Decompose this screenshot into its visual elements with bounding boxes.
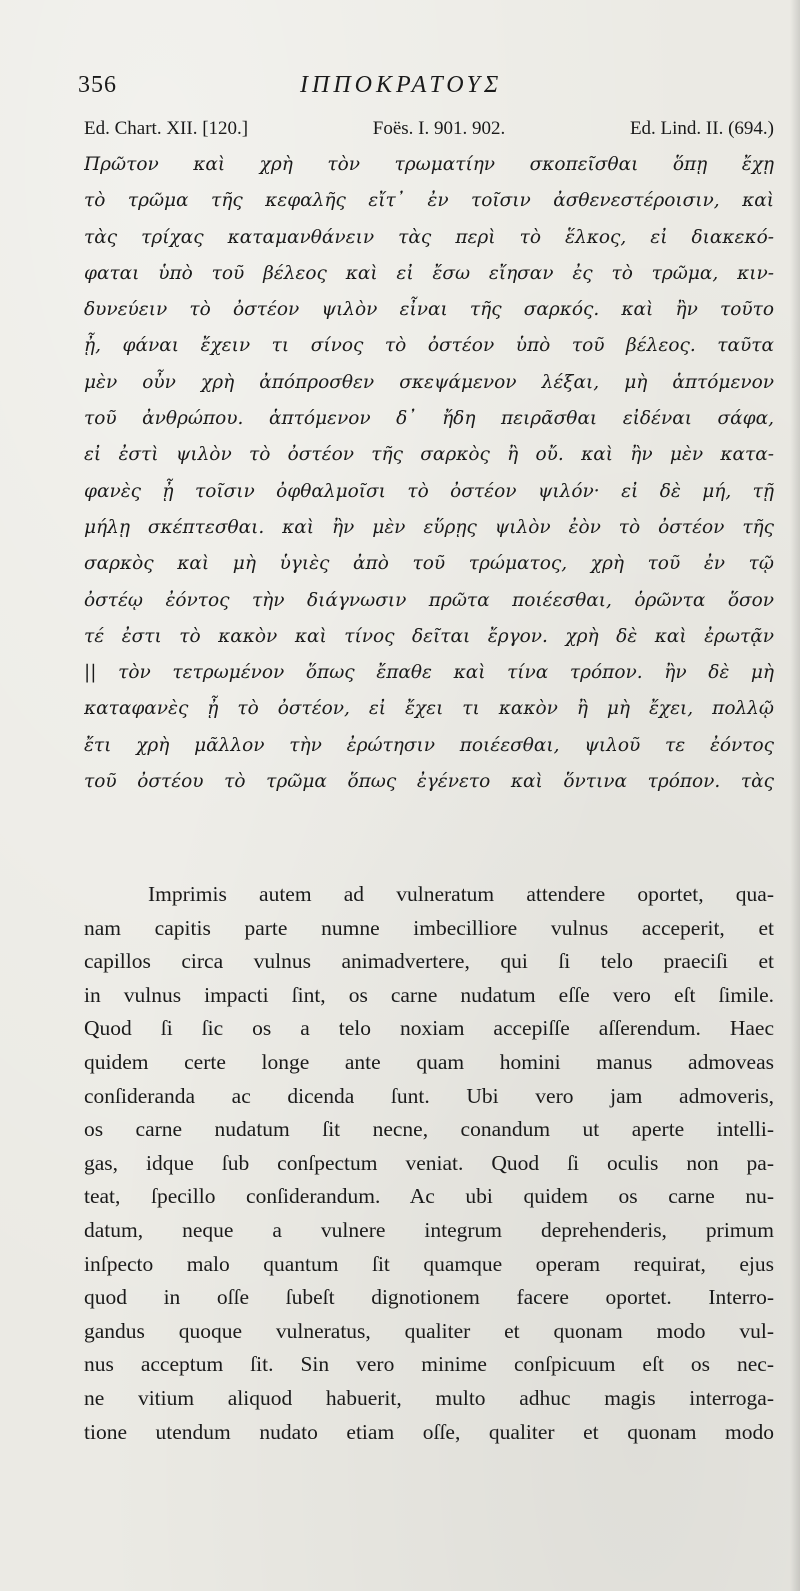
latin-text-line: gas, idque ſub conſpectum veniat. Quod ſi oculis non pa- bbox=[84, 1150, 774, 1175]
greek-text-line: εἰ ἐστὶ ψιλὸν τὸ ὀστέον τῆς σαρκὸς ἢ οὔ. καὶ ἢν μὲν κατα- bbox=[84, 444, 774, 466]
latin-text-line: teat, ſpecillo conſiderandum. Ac ubi quidem os carne nu- bbox=[84, 1184, 774, 1209]
latin-text-line: inſpecto malo quantum ſit quamque operam requirat, ejus bbox=[84, 1251, 774, 1276]
greek-text-line: || τὸν τετρωμένον ὅπως ἔπαθε καὶ τίνα τρόπον. ἢν δὲ μὴ bbox=[84, 662, 774, 684]
greek-text-line: ᾖ, φάναι ἔχειν τι σίνος τὸ ὀστέον ὑπὸ τοῦ βέλεος. ταῦτα bbox=[84, 335, 774, 357]
latin-text-line: conſideranda ac dicenda ſunt. Ubi vero jam admoveris, bbox=[84, 1083, 774, 1108]
latin-text-line: capillos circa vulnus animadvertere, qui ſi telo praeciſi et bbox=[84, 949, 774, 974]
greek-text-line: ὀστέῳ ἐόντος τὴν διάγνωσιν πρῶτα ποιέεσθαι, ὁρῶντα ὅσον bbox=[84, 589, 774, 611]
greek-text-line: φανὲς ᾖ τοῖσιν ὀφθαλμοῖσι τὸ ὀστέον ψιλόν· εἰ δὲ μή, τῇ bbox=[84, 480, 774, 502]
greek-text-line: Πρῶτον καὶ χρὴ τὸν τρωματίην σκοπεῖσθαι ὅπῃ ἔχῃ bbox=[84, 154, 774, 175]
page-edge-shadow bbox=[790, 0, 800, 1591]
greek-text-line: μήλῃ σκέπτεσθαι. καὶ ἢν μὲν εὕρῃς ψιλὸν ἐὸν τὸ ὀστέον τῆς bbox=[84, 516, 774, 538]
greek-text-line: τὸ τρῶμα τῆς κεφαλῆς εἴτ᾽ ἐν τοῖσιν ἀσθενεστέροισιν, καὶ bbox=[84, 190, 774, 212]
foesius-edition-ref: Foës. I. 901. 902. bbox=[372, 118, 506, 139]
linden-edition-ref: Ed. Lind. II. (694.) bbox=[629, 118, 774, 139]
latin-text-line: nam capitis parte numne imbecilliore vulnus acceperit, et bbox=[84, 915, 774, 940]
latin-text-line: nus acceptum ſit. Sin vero minime conſpicuum eſt os nec- bbox=[84, 1352, 774, 1377]
edition-references bbox=[84, 118, 774, 140]
greek-text-line: τοῦ ὀστέου τὸ τρῶμα ὅπως ἐγένετο καὶ ὅντινα τρόπον. τὰς bbox=[84, 771, 774, 793]
latin-text-line: Imprimis autem ad vulneratum attendere oportet, qua- bbox=[148, 882, 774, 906]
latin-text-line: in vulnus impacti ſint, os carne nudatum eſſe vero eſt ſimile. bbox=[84, 982, 774, 1007]
greek-text-line: καταφανὲς ᾖ τὸ ὀστέον, εἰ ἔχει τι κακὸν ἢ μὴ ἔχει, πολλῷ bbox=[84, 698, 774, 720]
chartier-edition-ref: Ed. Chart. XII. [120.] bbox=[84, 118, 249, 139]
page-number: 356 bbox=[78, 72, 117, 98]
running-head: ΙΠΠΟΚΡΑΤΟΥΣ bbox=[300, 72, 503, 98]
greek-text-line: τέ ἐστι τὸ κακὸν καὶ τίνος δεῖται ἔργον. χρὴ δὲ καὶ ἐρωτᾷν bbox=[84, 625, 774, 647]
greek-text-line: δυνεύειν τὸ ὀστέον ψιλὸν εἶναι τῆς σαρκός. καὶ ἢν τοῦτο bbox=[84, 299, 774, 321]
greek-text-line: μὲν οὖν χρὴ ἀπόπροσθεν σκεψάμενον λέξαι, μὴ ἁπτόμενον bbox=[84, 371, 774, 393]
latin-text-line: Quod ſi ſic os a telo noxiam accepiſſe aſſerendum. Haec bbox=[84, 1016, 774, 1041]
greek-text-line: τὰς τρίχας καταμανθάνειν τὰς περὶ τὸ ἕλκος, εἰ διακεκό- bbox=[84, 226, 774, 248]
latin-text-line: gandus quoque vulneratus, qualiter et quonam modo vul- bbox=[84, 1318, 774, 1343]
greek-text-line: τοῦ ἀνθρώπου. ἁπτόμενον δ᾽ ἤδη πειρᾶσθαι εἰδέναι σάφα, bbox=[84, 408, 774, 430]
greek-text-line: φαται ὑπὸ τοῦ βέλεος καὶ εἰ ἔσω εἴησαν ἐς τὸ τρῶμα, κιν- bbox=[84, 262, 774, 284]
latin-text-line: quidem certe longe ante quam homini manus admoveas bbox=[84, 1049, 774, 1074]
greek-text-block bbox=[84, 147, 774, 800]
latin-text-line: os carne nudatum ſit necne, conandum ut aperte intelli- bbox=[84, 1117, 774, 1142]
latin-translation-block bbox=[84, 878, 774, 1449]
latin-text-line: tione utendum nudato etiam oſſe, qualiter et quonam modo bbox=[84, 1419, 774, 1444]
latin-text-line: quod in oſſe ſubeſt dignotionem facere oportet. Interro- bbox=[84, 1285, 774, 1310]
greek-text-line: σαρκὸς καὶ μὴ ὑγιὲς ἀπὸ τοῦ τρώματος, χρὴ τοῦ ἐν τῷ bbox=[84, 553, 774, 575]
greek-text-line: ἔτι χρὴ μᾶλλον τὴν ἐρώτησιν ποιέεσθαι, ψιλοῦ τε ἐόντος bbox=[84, 734, 774, 756]
latin-text-line: datum, neque a vulnere integrum deprehenderis, primum bbox=[84, 1217, 774, 1242]
latin-text-line: ne vitium aliquod habuerit, multo adhuc magis interroga- bbox=[84, 1385, 774, 1410]
